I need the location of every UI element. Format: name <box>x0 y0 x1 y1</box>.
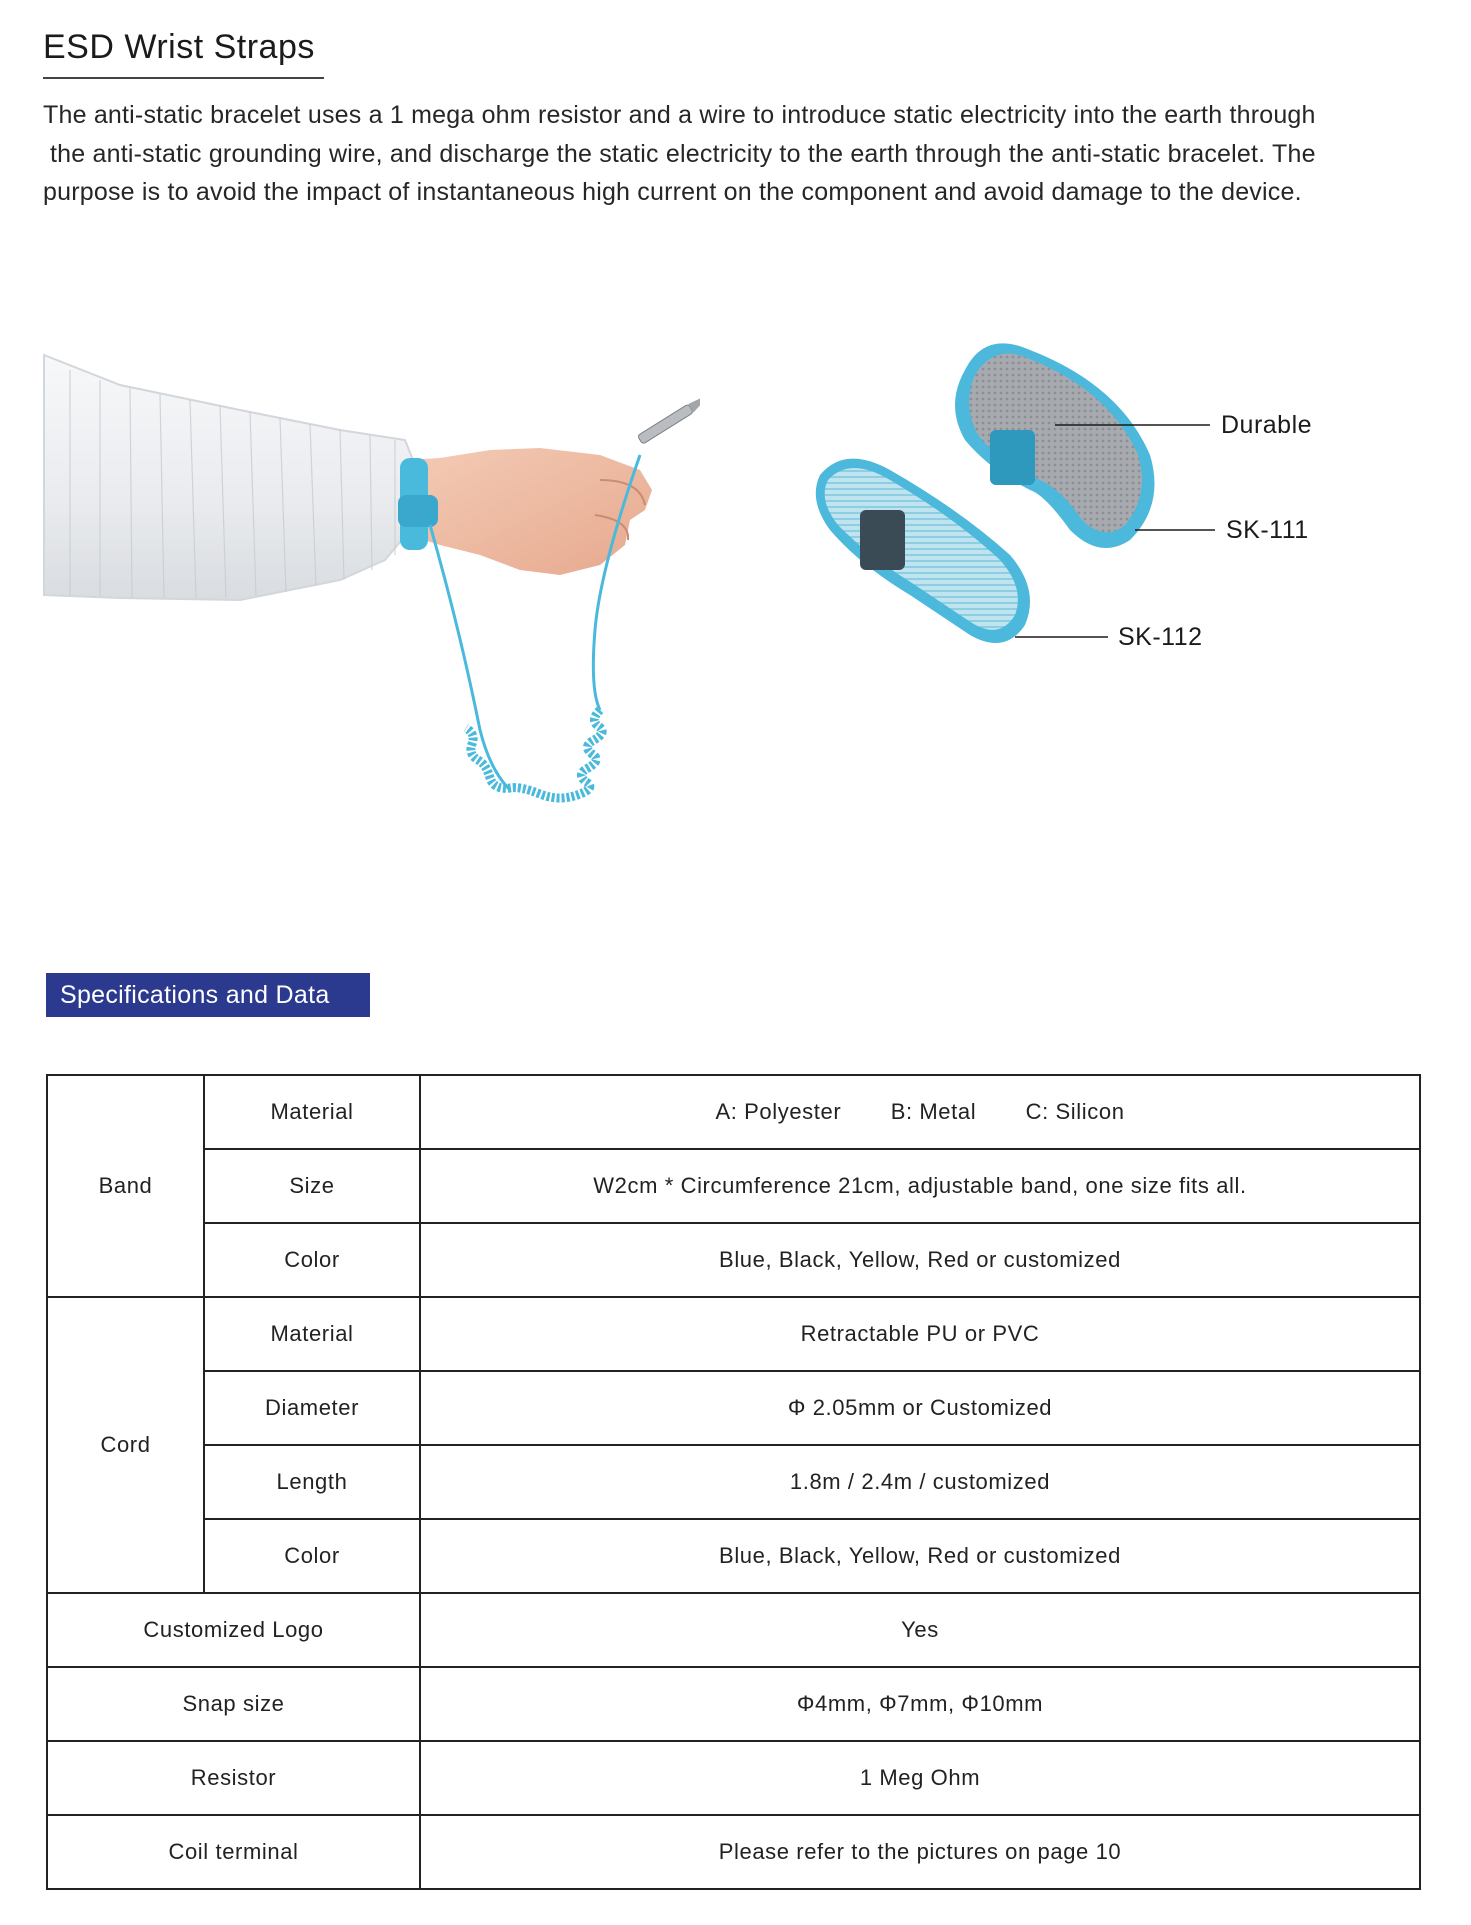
coil-value: Please refer to the pictures on page 10 <box>420 1815 1420 1889</box>
band-material-value <box>420 1075 1420 1149</box>
wrist-strap-photo <box>40 330 700 850</box>
resistor-value: 1 Meg Ohm <box>420 1741 1420 1815</box>
logo-label: Customized Logo <box>47 1593 420 1667</box>
spec-section-heading: Specifications and Data <box>46 973 370 1017</box>
band-color-value: Blue, Black, Yellow, Red or customized <box>420 1223 1420 1297</box>
intro-line-2: the anti-static grounding wire, and discharge the static electricity to the earth through the anti-static bracelet. The <box>50 139 1316 168</box>
callout-sk112: SK-112 <box>1118 623 1203 651</box>
material-option-b: B: Metal <box>890 1099 977 1124</box>
title-underline <box>43 77 324 79</box>
material-option-c: C: Silicon <box>1025 1099 1125 1124</box>
band-size-value: W2cm * Circumference 21cm, adjustable band, one size fits all. <box>420 1149 1420 1223</box>
table-row <box>47 1075 1420 1149</box>
intro-line-1: The anti-static bracelet uses a 1 mega ohm resistor and a wire to introduce static electricity into the earth through <box>43 101 1316 129</box>
callout-durable: Durable <box>1221 411 1313 439</box>
cord-color-label: Color <box>204 1519 420 1593</box>
resistor-label: Resistor <box>47 1741 420 1815</box>
snap-value: Φ4mm, Φ7mm, Φ10mm <box>420 1667 1420 1741</box>
cord-diameter-label: Diameter <box>204 1371 420 1445</box>
band-size-label: Size <box>204 1149 420 1223</box>
table-row <box>47 1445 1420 1519</box>
group-band-label: Band <box>47 1075 204 1297</box>
group-cord-label: Cord <box>47 1297 204 1593</box>
cord-material-label: Material <box>204 1297 420 1371</box>
cord-diameter-value: Φ 2.05mm or Customized <box>420 1371 1420 1445</box>
table-row <box>47 1297 1420 1371</box>
intro-line-3: purpose is to avoid the impact of instantaneous high current on the component and avoid damage to the device. <box>43 178 1302 206</box>
cord-length-label: Length <box>204 1445 420 1519</box>
material-option-a: A: Polyester <box>715 1099 842 1124</box>
band-material-label: Material <box>204 1075 420 1149</box>
specifications-table <box>46 1074 1421 1890</box>
table-row <box>47 1741 1420 1815</box>
coil-label: Coil terminal <box>47 1815 420 1889</box>
cord-color-value: Blue, Black, Yellow, Red or customized <box>420 1519 1420 1593</box>
cord-length-value: 1.8m / 2.4m / customized <box>420 1445 1420 1519</box>
table-row <box>47 1371 1420 1445</box>
cord-material-value: Retractable PU or PVC <box>420 1297 1420 1371</box>
table-row <box>47 1667 1420 1741</box>
page-title: ESD Wrist Straps <box>43 28 315 66</box>
band-color-label: Color <box>204 1223 420 1297</box>
intro-paragraph <box>43 96 1443 212</box>
table-row <box>47 1815 1420 1889</box>
table-row <box>47 1593 1420 1667</box>
snap-label: Snap size <box>47 1667 420 1741</box>
table-row <box>47 1149 1420 1223</box>
table-row <box>47 1519 1420 1593</box>
logo-value: Yes <box>420 1593 1420 1667</box>
table-row <box>47 1223 1420 1297</box>
callout-sk111: SK-111 <box>1226 516 1309 544</box>
